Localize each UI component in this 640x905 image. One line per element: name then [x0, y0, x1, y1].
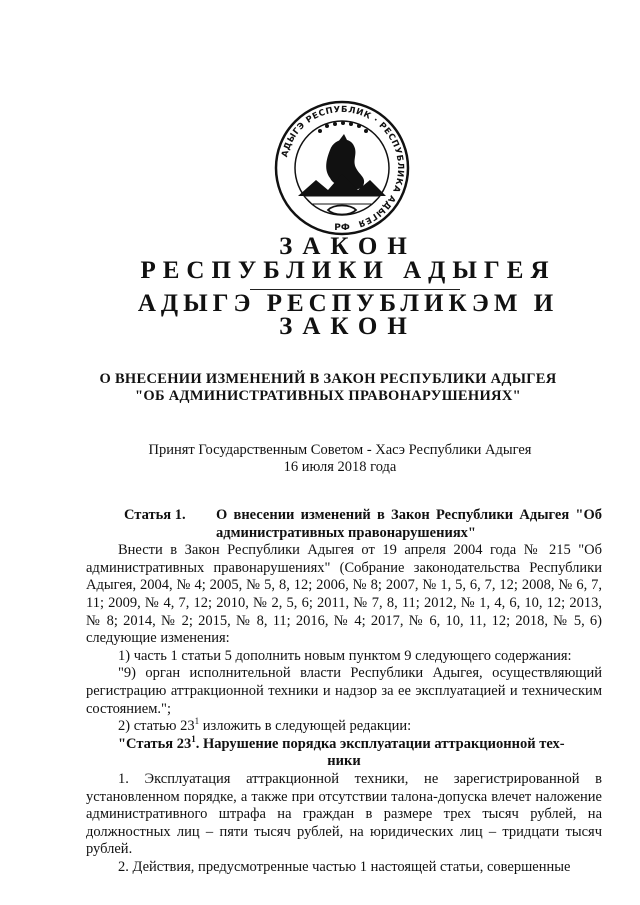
adoption-statement: Принят Государственным Советом - Хасэ Республики Адыгея [148, 442, 532, 458]
adoption-date: 16 июля 2018 года [283, 459, 397, 475]
law-heading-line2: РЕСПУБЛИКИ АДЫГЕЯ [140, 257, 556, 284]
law-title-line1: О ВНЕСЕНИИ ИЗМЕНЕНИЙ В ЗАКОН РЕСПУБЛИКИ АДЫГЕЯ [99, 371, 557, 387]
art23-continuation: ники [327, 753, 361, 770]
law-heading-line3: АДЫГЭ РЕСПУБЛИКЭМ И [137, 290, 559, 317]
item2-superscript: 1 [194, 716, 200, 727]
art23-pre: "Статья 23 [118, 735, 192, 752]
law-heading-line4: ЗАКОН [279, 313, 417, 340]
amendment-item-1-text: "9) орган исполнительной власти Республики Адыгея, осуществляющий регистрацию аттракционной техники и надзор за ее эксплуатацией и техническим состоянием."; [86, 665, 602, 717]
article-23-1-part-1: 1. Эксплуатация аттракционной техники, не зарегистрированной в установленном порядке, а также при отсутствии талона-допуска влечет наложение административного штрафа на граждан в размере трех тысяч рублей, на должностных лиц – пяти тысяч рублей, на юридических лиц – тридцати тысяч рублей. [86, 770, 602, 858]
document-body [86, 507, 602, 876]
art23-post: . Нарушение порядка эксплуатации аттракционной тех- [195, 735, 565, 752]
item2-post: изложить в следующей редакции: [199, 718, 412, 735]
article-23-1-part-2: 2. Действия, предусмотренные частью 1 настоящей статьи, совершенные [118, 858, 571, 875]
article-23-1-heading [86, 733, 602, 771]
amendment-item-2 [86, 718, 602, 736]
amendment-item-1: 1) часть 1 статьи 5 дополнить новым пунктом 9 следующего содержания: [118, 647, 572, 664]
article-name: О внесении изменений в Закон Республики Адыгея "Об административных правонарушениях" [216, 507, 602, 541]
article-number: Статья 1. [124, 507, 186, 523]
law-title-line2: "ОБ АДМИНИСТРАТИВНЫХ ПРАВОНАРУШЕНИЯХ" [135, 388, 521, 404]
emblem-ring-text: АДЫГЭ РЕСПУБЛИК · РЕСПУБЛИКА АДЫГЕЯ [280, 104, 406, 229]
emblem-base-text: РФ [334, 223, 350, 233]
article-heading [86, 507, 602, 542]
coat-of-arms-emblem [272, 98, 412, 238]
law-heading-line1: ЗАКОН [279, 233, 417, 260]
article-intro: Внести в Закон Республики Адыгея от 19 апреля 2004 года № 215 "Об административных правонарушениях" (Собрание законодательства Республики Адыгея, 2004, № 4; 2005, № 5, 8, 12; 2006, № 8; 2007, № 1, 5, 6, 7, 12; 2008, № 6, 7, 11; 2009, № 4, 7, 12; 2010, № 2, 5, 6; 2011, № 7, 8, 11; 2012, № 1, 4, 6, 10, 12; 2013, № 8; 2014, № 2; 2015, № 8, 11; 2016, № 4; 2017, № 6, 10, 11, 12; 2018, № 5, 6) следующие изменения: [86, 542, 602, 647]
art23-superscript: 1 [191, 733, 196, 744]
item2-pre: 2) статью 23 [118, 718, 195, 735]
